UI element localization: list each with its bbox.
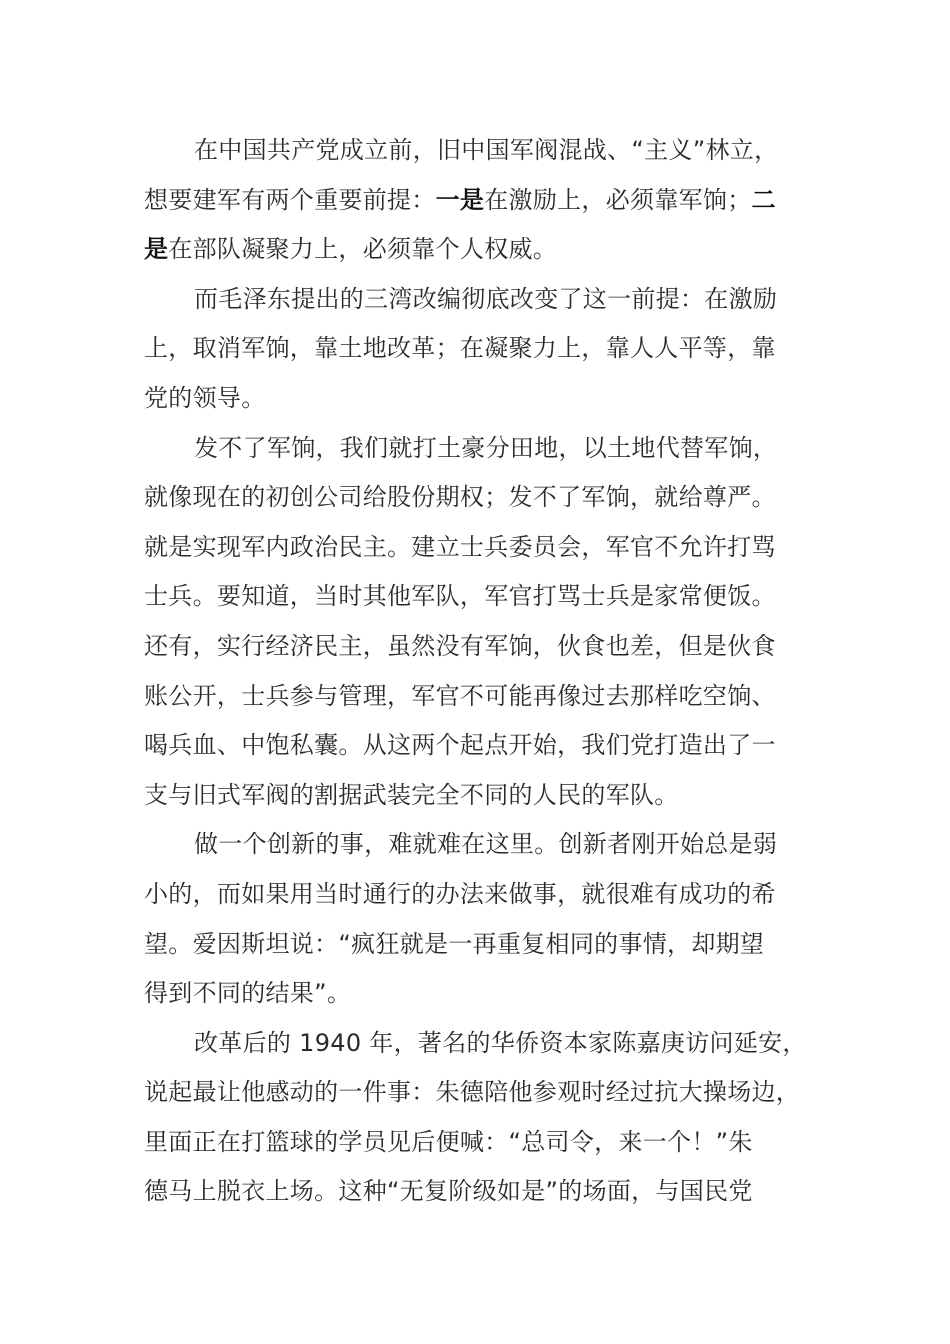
text-run: 喝兵血、中饱私囊。从这两个起点开始，我们党打造出了一 <box>144 731 776 760</box>
text-run: 改革后的 1940 年，著名的华侨资本家陈嘉庚访问延安， <box>194 1028 807 1057</box>
text-line <box>144 176 808 226</box>
text-run: 就是实现军内政治民主。建立士兵委员会，军官不允许打骂 <box>144 532 776 561</box>
text-line <box>144 1019 808 1069</box>
text-run: 在部队凝聚力上，必须靠个人权威。 <box>168 235 558 264</box>
text-run: 就像现在的初创公司给股份期权；发不了军饷，就给尊严。 <box>144 483 776 512</box>
bold-text-run: 是 <box>144 235 169 264</box>
text-line <box>144 275 808 325</box>
text-line <box>144 523 808 573</box>
paragraph <box>144 275 808 424</box>
text-line <box>144 920 808 970</box>
text-run: 而毛泽东提出的三湾改编彻底改变了这一前提：在激励 <box>194 284 778 313</box>
text-line <box>144 374 808 424</box>
paragraph <box>144 1019 808 1217</box>
text-run: 得到不同的结果”。 <box>144 979 352 1008</box>
text-run: 在中国共产党成立前，旧中国军阀混战、“主义”林立， <box>194 136 779 164</box>
text-line <box>144 473 808 523</box>
text-run: 账公开，士兵参与管理，军官不可能再像过去那样吃空饷、 <box>144 681 776 710</box>
text-line <box>144 771 808 821</box>
text-line <box>144 622 808 672</box>
text-run: 小的，而如果用当时通行的办法来做事，就很难有成功的希 <box>144 879 776 908</box>
text-run: 上，取消军饷，靠土地改革；在凝聚力上，靠人人平等，靠 <box>144 334 776 363</box>
text-run: 望。爱因斯坦说：“疯狂就是一再重复相同的事情，却期望 <box>144 929 765 958</box>
text-line <box>144 820 808 870</box>
text-line <box>144 672 808 722</box>
paragraph <box>144 126 808 275</box>
text-line <box>144 324 808 374</box>
paragraph <box>144 424 808 821</box>
text-line <box>144 126 808 176</box>
text-line <box>144 225 808 275</box>
text-line <box>144 969 808 1019</box>
text-run: 做一个创新的事，难就难在这里。创新者刚开始总是弱 <box>194 830 778 859</box>
text-run: 士兵。要知道，当时其他军队，军官打骂士兵是家常便饭。 <box>144 582 776 611</box>
text-run: 还有，实行经济民主，虽然没有军饷，伙食也差，但是伙食 <box>144 631 776 660</box>
text-run: 支与旧式军阀的割据武装完全不同的人民的军队。 <box>144 780 679 809</box>
text-run: 里面正在打篮球的学员见后便喊：“总司令，来一个！”朱 <box>144 1127 753 1156</box>
text-line <box>144 424 808 474</box>
text-line <box>144 1167 808 1217</box>
text-run: 想要建军有两个重要前提： <box>144 185 436 214</box>
bold-text-run: 一是 <box>435 185 485 214</box>
text-run: 发不了军饷，我们就打土豪分田地，以土地代替军饷， <box>194 433 778 462</box>
text-line <box>144 1068 808 1118</box>
text-run: 党的领导。 <box>144 383 266 412</box>
text-run: 德马上脱衣上场。这种“无复阶级如是”的场面，与国民党 <box>144 1177 753 1206</box>
text-line <box>144 1118 808 1168</box>
bold-text-run: 二 <box>751 185 776 214</box>
text-line <box>144 572 808 622</box>
text-line <box>144 721 808 771</box>
text-line <box>144 870 808 920</box>
text-run: 说起最让他感动的一件事：朱德陪他参观时经过抗大操场边， <box>144 1078 801 1107</box>
text-run: 在激励上，必须靠军饷； <box>484 185 752 214</box>
body-text <box>144 126 808 1217</box>
paragraph <box>144 820 808 1018</box>
